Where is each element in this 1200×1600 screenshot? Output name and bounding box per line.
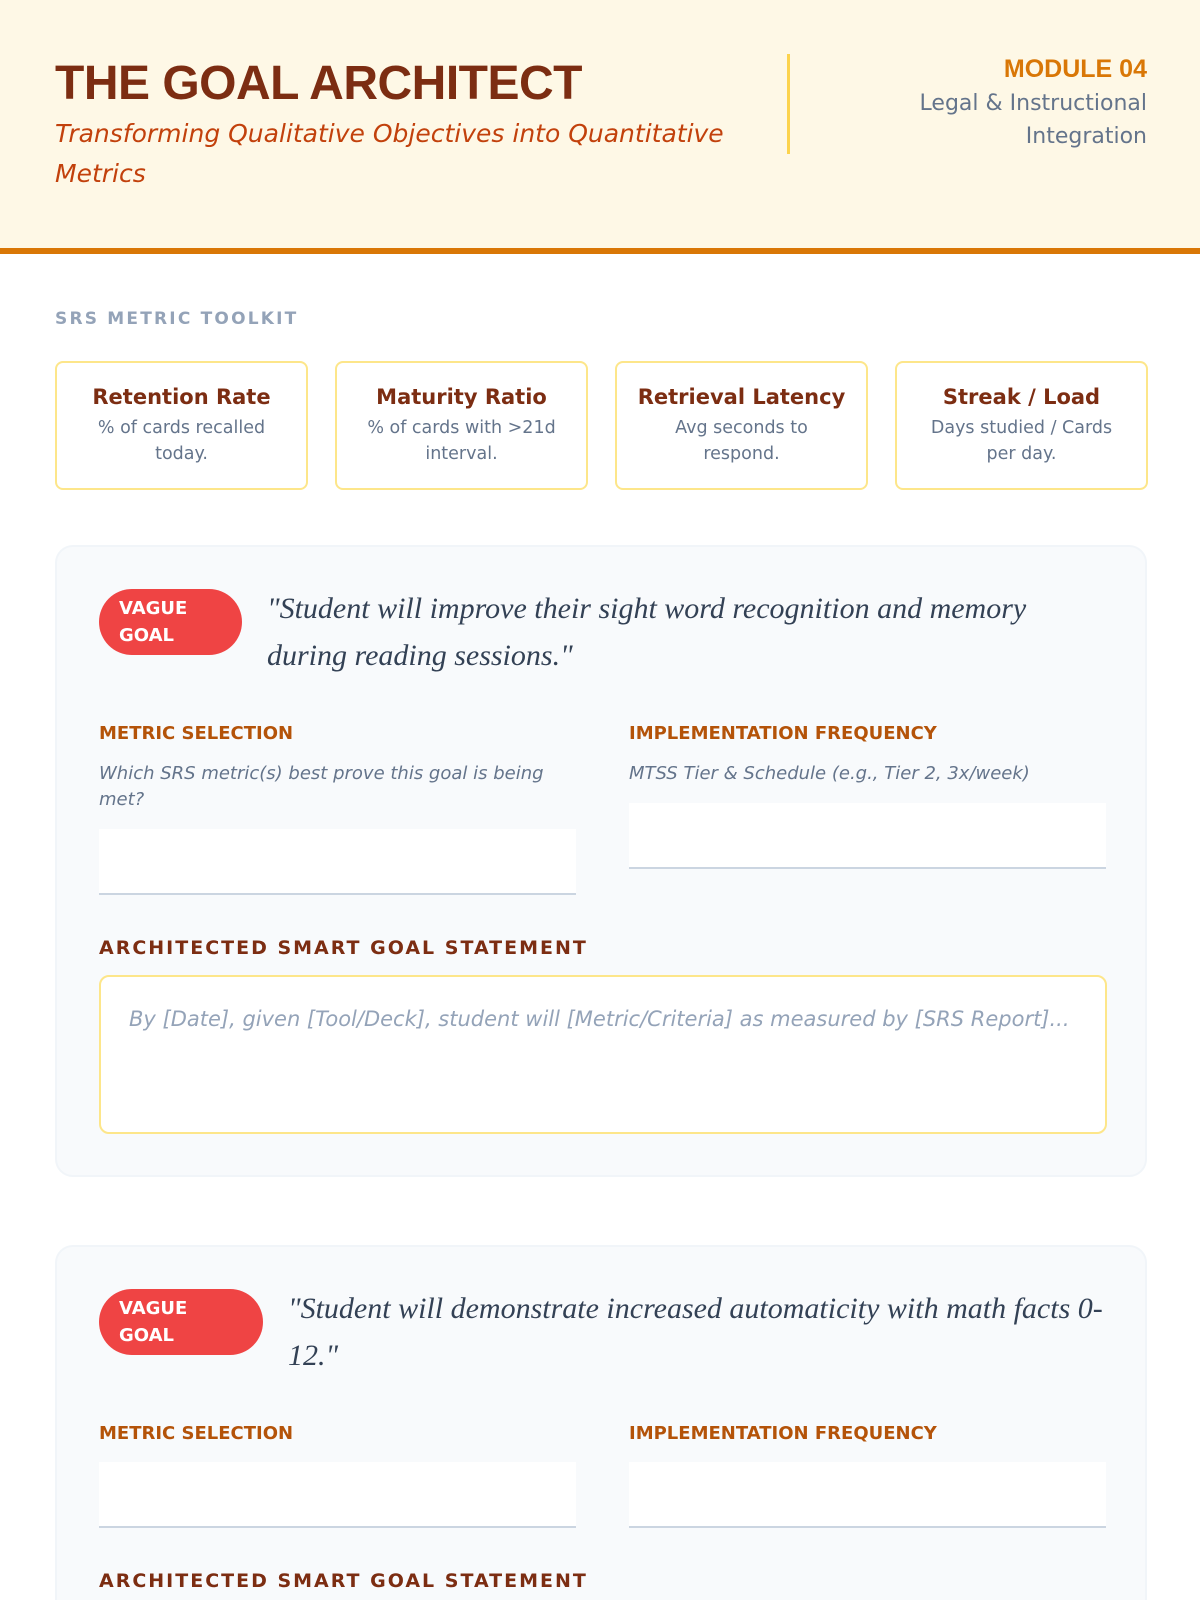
page-header (0, 0, 1200, 254)
vague-goal-quote: "Student will demonstrate increased automaticity with math facts 0-12." (288, 1292, 1103, 1372)
implementation-frequency-input[interactable] (629, 803, 1106, 869)
metric-description: % of cards with >21d interval. (367, 418, 556, 464)
metric-card-retention-rate (55, 361, 308, 490)
header-divider (787, 54, 790, 154)
implementation-frequency-help: MTSS Tier & Schedule (e.g., Tier 2, 3x/week) (629, 763, 1030, 784)
metric-description: Avg seconds to respond. (675, 418, 808, 464)
toolkit-heading: SRS METRIC TOOLKIT (55, 309, 299, 329)
smart-goal-label: ARCHITECTED SMART GOAL STATEMENT (99, 1570, 588, 1592)
metric-name: Maturity Ratio (376, 385, 547, 409)
implementation-frequency-input[interactable] (629, 1462, 1106, 1528)
vague-goal-badge: VAGUE GOAL (99, 589, 242, 655)
metric-card-maturity-ratio (335, 361, 588, 490)
metric-selection-input[interactable] (99, 829, 576, 895)
smart-goal-label: ARCHITECTED SMART GOAL STATEMENT (99, 937, 588, 959)
page-title: THE GOAL ARCHITECT (55, 57, 582, 110)
metric-selection-label: METRIC SELECTION (99, 723, 294, 744)
implementation-frequency-label: IMPLEMENTATION FREQUENCY (629, 1423, 937, 1444)
implementation-frequency-label: IMPLEMENTATION FREQUENCY (629, 723, 937, 744)
metric-card-streak-load (895, 361, 1148, 490)
metric-selection-label: METRIC SELECTION (99, 1423, 294, 1444)
metric-selection-help: Which SRS metric(s) best prove this goal is being met? (99, 763, 544, 810)
metric-description: % of cards recalled today. (97, 418, 266, 464)
vague-goal-quote: "Student will improve their sight word recognition and memory during reading sessions." (267, 592, 1027, 672)
vague-goal-badge: VAGUE GOAL (99, 1289, 263, 1355)
goal-card-2 (55, 1245, 1147, 1600)
metric-name: Retrieval Latency (637, 385, 846, 409)
metric-selection-input[interactable] (99, 1462, 576, 1528)
smart-goal-textarea[interactable] (99, 975, 1107, 1134)
goal-card-1 (55, 545, 1147, 1177)
module-description: Legal & Instructional Integration (919, 91, 1147, 149)
metric-description: Days studied / Cards per day. (930, 418, 1113, 464)
metric-name: Streak / Load (942, 385, 1101, 409)
module-number: MODULE 04 (1003, 55, 1147, 83)
page-subtitle: Transforming Qualitative Objectives into Quantitative Metrics (55, 119, 724, 188)
metric-card-retrieval-latency (615, 361, 868, 490)
metric-name: Retention Rate (92, 385, 271, 409)
